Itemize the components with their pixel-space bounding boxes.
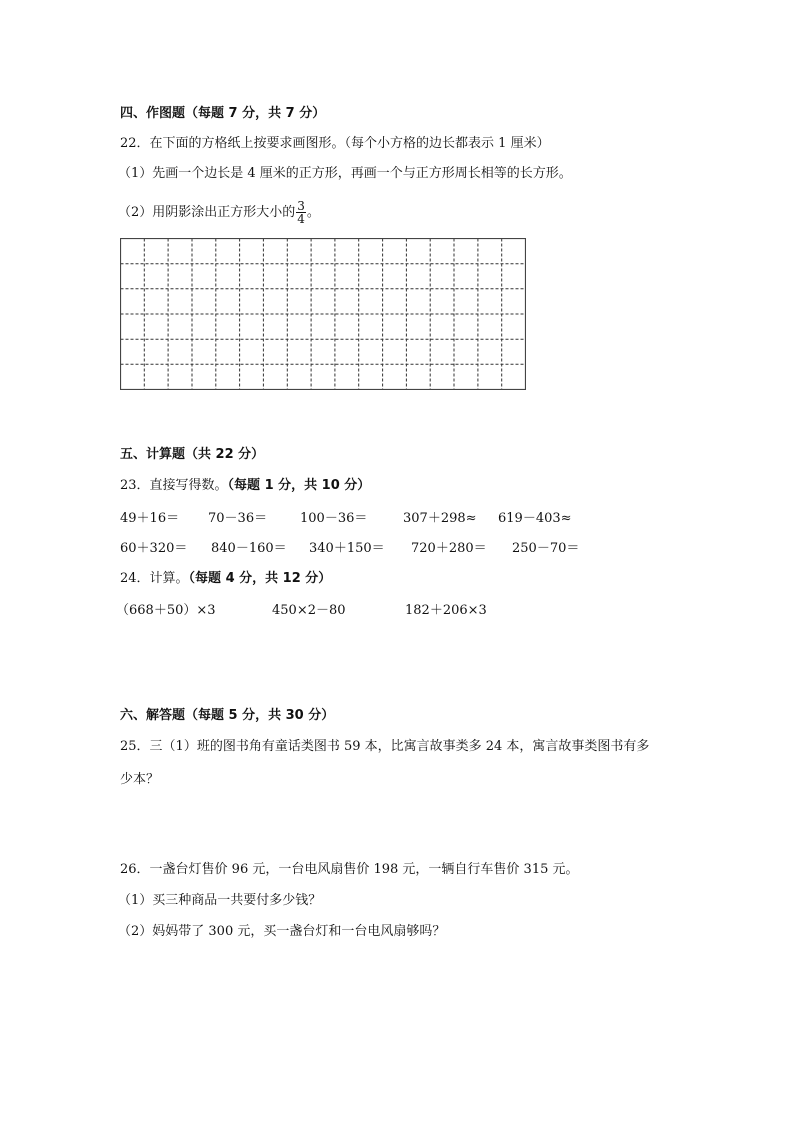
expression: 250－70＝ [512,541,580,556]
fraction-denominator: 4 [297,212,305,226]
question-26-stem: 26．一盏台灯售价 96 元，一台电风扇售价 198 元，一辆自行车售价 315 元。 [120,862,579,877]
expression: 100－36＝ [300,511,368,526]
section-title: 六、解答题 [120,708,186,723]
part-2-suffix: 。 [306,205,320,220]
question-22-stem: 22．在下面的方格纸上按要求画图形。（每个小方格的边长都表示 1 厘米） [120,136,550,151]
section-title: 四、作图题 [120,106,186,121]
section-4-heading [120,106,325,122]
section-5-heading [120,447,264,463]
question-22-part-2 [118,200,320,225]
question-26-part-2: （2）妈妈带了 300 元，买一盏台灯和一台电风扇够吗？ [118,924,446,939]
graph-paper-grid[interactable] [120,238,526,390]
question-text: 24．计算。 [120,571,189,586]
expression: 720＋280＝ [411,541,487,556]
question-24-stem [120,571,331,587]
question-score: （每题 4 分，共 12 分） [188,571,332,586]
question-22-part-1: （1）先画一个边长是 4 厘米的正方形，再画一个与正方形周长相等的长方形。 [118,166,572,181]
section-title: 五、计算题 [120,447,186,462]
expression: （668＋50）×3 [116,603,216,618]
expression: 307＋298≈ [403,511,477,526]
section-score: （每题 7 分，共 7 分） [185,106,326,121]
question-25-line-2: 少本？ [120,772,160,787]
expression: 450×2－80 [272,603,346,618]
expression: 60＋320＝ [120,541,188,556]
expression: 619－403≈ [498,511,572,526]
question-score: （每题 1 分，共 10 分） [227,478,371,493]
expression: 840－160＝ [211,541,287,556]
expression: 70－36＝ [208,511,268,526]
question-26-part-1: （1）买三种商品一共要付多少钱？ [118,893,322,908]
expression: 340＋150＝ [309,541,385,556]
expression: 49＋16＝ [120,511,180,526]
fraction [296,200,306,225]
section-score: （共 22 分） [185,447,265,462]
section-6-heading [120,708,334,724]
question-text: 23．直接写得数。 [120,478,228,493]
part-2-text: （2）用阴影涂出正方形大小的 [118,205,296,220]
fraction-numerator: 3 [297,199,305,213]
question-25-line-1: 25．三（1）班的图书角有童话类图书 59 本，比寓言故事类多 24 本，寓言故事类图书有多 [120,739,650,754]
expression: 182＋206×3 [405,603,487,618]
question-23-stem [120,478,370,494]
section-score: （每题 5 分，共 30 分） [185,708,335,723]
